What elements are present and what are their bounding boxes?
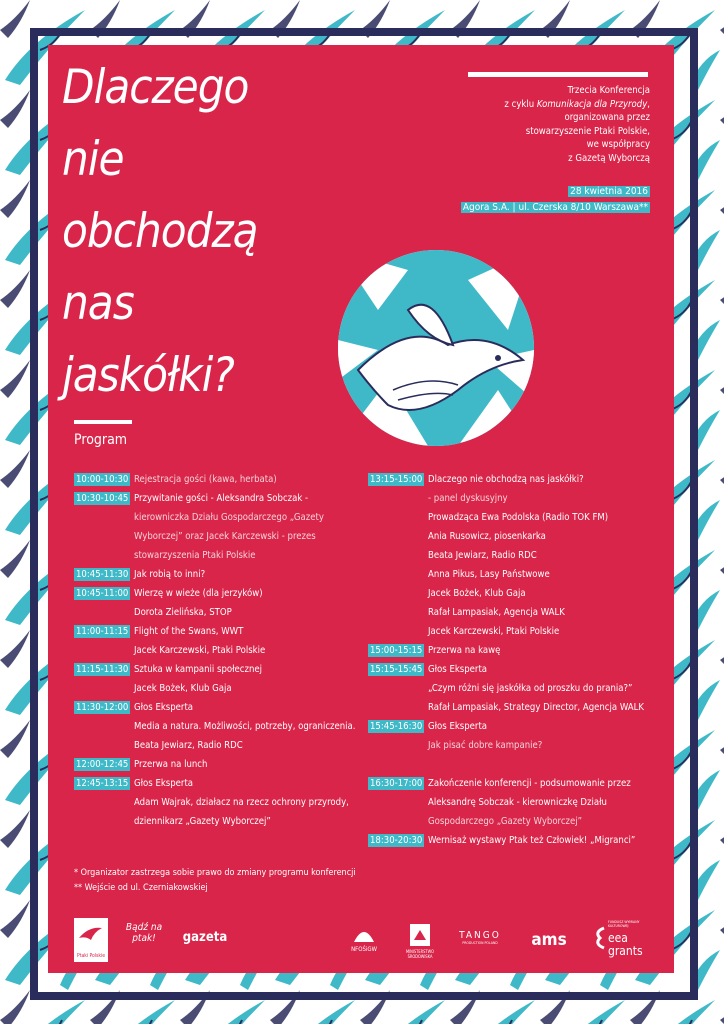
time-badge: 15:15-15:45: [370, 664, 423, 675]
tango-sub: PRODUCTION POLAND: [462, 941, 498, 945]
time-badge: 18:30-20:30: [370, 835, 423, 846]
item-line: Prowadząca Ewa Podolska (Radio TOK FM): [428, 512, 609, 523]
item-line: Rafał Lampasiak, Strategy Director, Agencja WALK: [428, 702, 644, 713]
item-line: Jacek Bożek, Klub Gaja: [134, 683, 232, 694]
item-line: Rafał Lampasiak, Agencja WALK: [428, 607, 565, 618]
intro-line: we współpracy: [586, 139, 650, 150]
event-date: 28 kwietnia 2016: [570, 186, 648, 197]
nfosigw-logo: [348, 922, 380, 953]
intro-suffix: ,: [647, 98, 650, 110]
badz-na-ptak-logo: Bądź na ptak!: [125, 922, 163, 944]
eea-text: eea grants: [608, 931, 643, 958]
time-badge: 13:15-15:00: [370, 474, 423, 485]
item-line: Rejestracja gości (kawa, herbata): [134, 474, 277, 485]
poster-title: [62, 52, 258, 412]
item-line: Wyborczej” oraz Jacek Karczewski - prezes: [134, 531, 316, 542]
item-line: Głos Eksperta: [134, 702, 194, 713]
time-badge: 10:30-10:45: [76, 493, 129, 504]
item-line: stowarzyszenia Ptaki Polskie: [134, 550, 256, 561]
time-badge: 11:30-12:00: [76, 702, 129, 713]
item-line: Sztuka w kampanii społecznej: [134, 664, 263, 675]
ptaki-polskie-logo: [74, 918, 108, 962]
program-rule: [74, 420, 132, 424]
ministry-text: MINISTERSTWO ŚRODOWISKA: [405, 949, 435, 959]
footnote: * Organizator zastrzega sobie prawo do zmiany programu konferencji: [74, 868, 356, 878]
title-line: jaskółki?: [62, 348, 234, 403]
item-line: Wierzę w wieże (dla jerzyków): [134, 588, 263, 599]
title-line: obchodzą: [62, 204, 258, 259]
program-heading: Program: [74, 432, 128, 448]
item-line: Aleksandrę Sobczak - kierowniczkę Działu: [428, 797, 607, 808]
item-line: Przerwa na kawę: [428, 645, 501, 656]
time-badge: 15:00-15:15: [370, 645, 423, 656]
ams-logo: ams: [531, 930, 567, 950]
tango-logo: [454, 930, 506, 945]
item-line: Anna Pikus, Lasy Państwowe: [428, 569, 550, 580]
title-line: Dlaczego: [62, 60, 249, 115]
event-venue: Agora S.A. | ul. Czerska 8/10 Warszawa**: [462, 202, 648, 213]
item-line: Jacek Bożek, Klub Gaja: [428, 588, 526, 599]
item-line: Jacek Karczewski, Ptaki Polskie: [428, 626, 560, 637]
time-badge: 12:45-13:15: [76, 778, 129, 789]
item-line: Dorota Zielińska, STOP: [134, 607, 232, 618]
eagle-icon: [408, 922, 432, 948]
title-line: nas: [62, 276, 134, 331]
footnote: ** Wejście od ul. Czerniakowskiej: [74, 883, 208, 893]
item-line: Media a natura. Możliwości, potrzeby, ograniczenia.: [134, 721, 356, 732]
intro-line: z Gazetą Wyborczą: [568, 152, 650, 164]
date-venue: [461, 185, 650, 217]
nfos-text: NFOŚiGW: [351, 946, 377, 953]
intro-line: Trzecia Konferencja: [567, 85, 650, 96]
sponsor-logos: [74, 918, 658, 966]
time-badge: 11:00-11:15: [76, 626, 129, 637]
item-line: dziennikarz „Gazety Wyborczej”: [134, 816, 271, 827]
intro-line: stowarzyszenie Ptaki Polskie,: [525, 125, 650, 137]
intro-line: [430, 98, 650, 112]
item-line: Jacek Karczewski, Ptaki Polskie: [134, 645, 266, 656]
eea-mark-icon: [594, 926, 606, 950]
tango-text: TANGO: [459, 930, 501, 941]
time-badge: 11:15-11:30: [76, 664, 129, 675]
time-badge: 12:00-12:45: [76, 759, 129, 770]
eea-top-text: FUNDUSZ WYMIANY KULTUROWEJ: [608, 920, 640, 928]
item-line: Gospodarczego „Gazety Wyborczej”: [428, 816, 583, 827]
item-line: Głos Eksperta: [428, 664, 488, 675]
item-line: Wernisaż wystawy Ptak też Człowiek! „Migranci”: [428, 835, 636, 846]
bird-icon: [74, 918, 108, 950]
item-line: Przywitanie gości - Aleksandra Sobczak -: [134, 493, 309, 504]
time-badge: 15:45-16:30: [370, 721, 423, 732]
item-line: Dlaczego nie obchodzą nas jaskółki?: [428, 474, 584, 485]
item-line: Zakończenie konferencji - podsumowanie przez: [428, 778, 631, 789]
item-line: Beata Jewiarz, Radio RDC: [428, 550, 537, 561]
time-badge: 10:45-11:00: [76, 588, 129, 599]
cycle-name: Komunikacja dla Przyrody: [536, 98, 648, 110]
top-rule: [468, 72, 648, 77]
item-line: Głos Eksperta: [428, 721, 488, 732]
item-line: Ania Rusowicz, piosenkarka: [428, 531, 546, 542]
item-line: Flight of the Swans, WWT: [134, 626, 244, 637]
conference-intro: [430, 84, 650, 165]
item-line: Jak robią to inni?: [134, 569, 206, 580]
swallow-illustration: [338, 250, 534, 446]
title-line: nie: [62, 132, 124, 187]
item-line: - panel dyskusyjny: [428, 493, 508, 504]
item-line: Jak pisać dobre kampanie?: [428, 740, 543, 751]
footnotes: [74, 866, 356, 896]
item-line: Adam Wajrak, działacz na rzecz ochrony przyrody,: [134, 797, 349, 808]
time-badge: 10:00-10:30: [76, 474, 129, 485]
gazeta-logo: gazeta: [182, 930, 228, 945]
intro-prefix: z cyklu: [504, 98, 537, 110]
ministry-logo: [404, 922, 436, 959]
swallow-icon: [338, 250, 534, 446]
time-badge: 10:45-11:30: [76, 569, 129, 580]
time-badge: 16:30-17:00: [370, 778, 423, 789]
item-line: kierowniczka Działu Gospodarczego „Gazety: [134, 512, 324, 523]
item-line: Głos Eksperta: [134, 778, 194, 789]
intro-line: organizowana przez: [564, 112, 650, 123]
item-line: Beata Jewiarz, Radio RDC: [134, 740, 243, 751]
ptaki-logo-text: Ptaki Polskie: [76, 953, 106, 959]
item-line: „Czym różni się jaskółka od proszku do prania?”: [428, 683, 633, 694]
sun-icon: [352, 922, 376, 944]
item-line: Przerwa na lunch: [134, 759, 208, 770]
eea-grants-logo: [594, 920, 656, 958]
